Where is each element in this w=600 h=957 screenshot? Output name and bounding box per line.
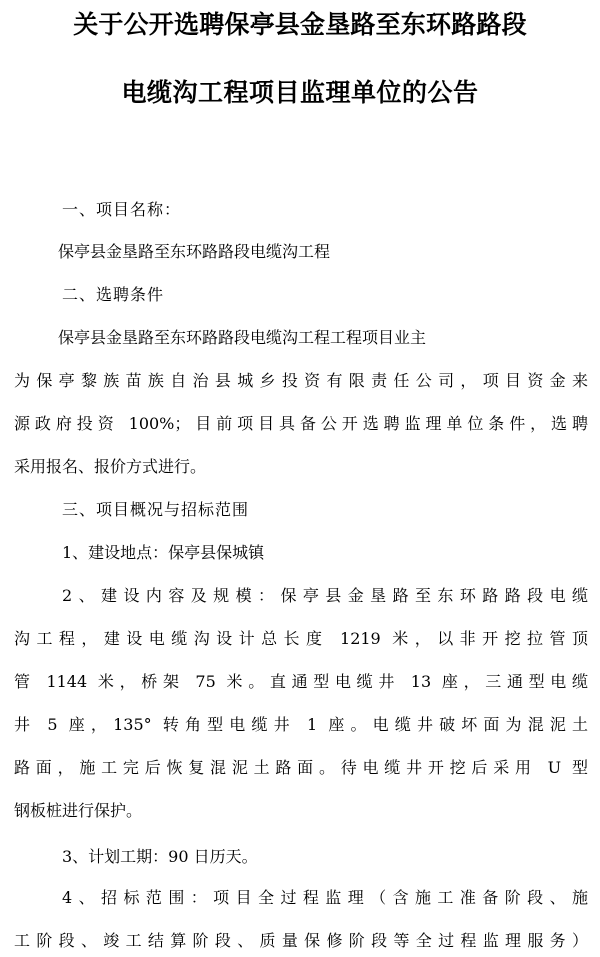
- section-heading-project-name: 一、项目名称：: [62, 200, 182, 219]
- paragraph-line: 保亭县金垦路至东环路路段电缆沟工程工程项目业主: [58, 328, 427, 347]
- paragraph-line: 工阶段、竣工结算阶段、质量保修阶段等全过程监理服务）: [14, 931, 588, 950]
- paragraph-line: 钢板桩进行保护。: [14, 801, 143, 820]
- project-name-text: 保亭县金垦路至东环路路段电缆沟工程: [58, 242, 331, 261]
- paragraph-line: 2、建设内容及规模：保亭县金垦路至东环路路段电缆: [62, 586, 588, 605]
- notice-title-line-2: 电缆沟工程项目监理单位的公告: [121, 78, 479, 107]
- construction-location: 1、建设地点：保亭县保城镇: [62, 543, 265, 562]
- section-heading-selection-conditions: 二、选聘条件: [62, 285, 165, 304]
- paragraph-line: 4、招标范围：项目全过程监理（含施工准备阶段、施: [62, 888, 588, 907]
- paragraph-line: 路面，施工完后恢复混泥土路面。待电缆井开挖后采用 U 型: [14, 758, 588, 777]
- paragraph-line: 井 5 座，135° 转角型电缆井 1 座。电缆井破坏面为混泥土: [14, 715, 588, 734]
- paragraph-line: 沟工程，建设电缆沟设计总长度 1219 米，以非开挖拉管顶: [14, 629, 588, 648]
- planned-duration: 3、计划工期：90 日历天。: [62, 847, 258, 866]
- paragraph-line: 采用报名、报价方式进行。: [14, 457, 207, 476]
- notice-title-line-1: 关于公开选聘保亭县金垦路至东环路路段: [73, 10, 527, 39]
- section-heading-project-overview: 三、项目概况与招标范围: [62, 500, 250, 519]
- paragraph-line: 为保亭黎族苗族自治县城乡投资有限责任公司，项目资金来: [14, 371, 588, 390]
- paragraph-line: 源政府投资 100%；目前项目具备公开选聘监理单位条件，选聘: [14, 414, 588, 433]
- paragraph-line: 管 1144 米，桥架 75 米。直通型电缆井 13 座，三通型电缆: [14, 672, 588, 691]
